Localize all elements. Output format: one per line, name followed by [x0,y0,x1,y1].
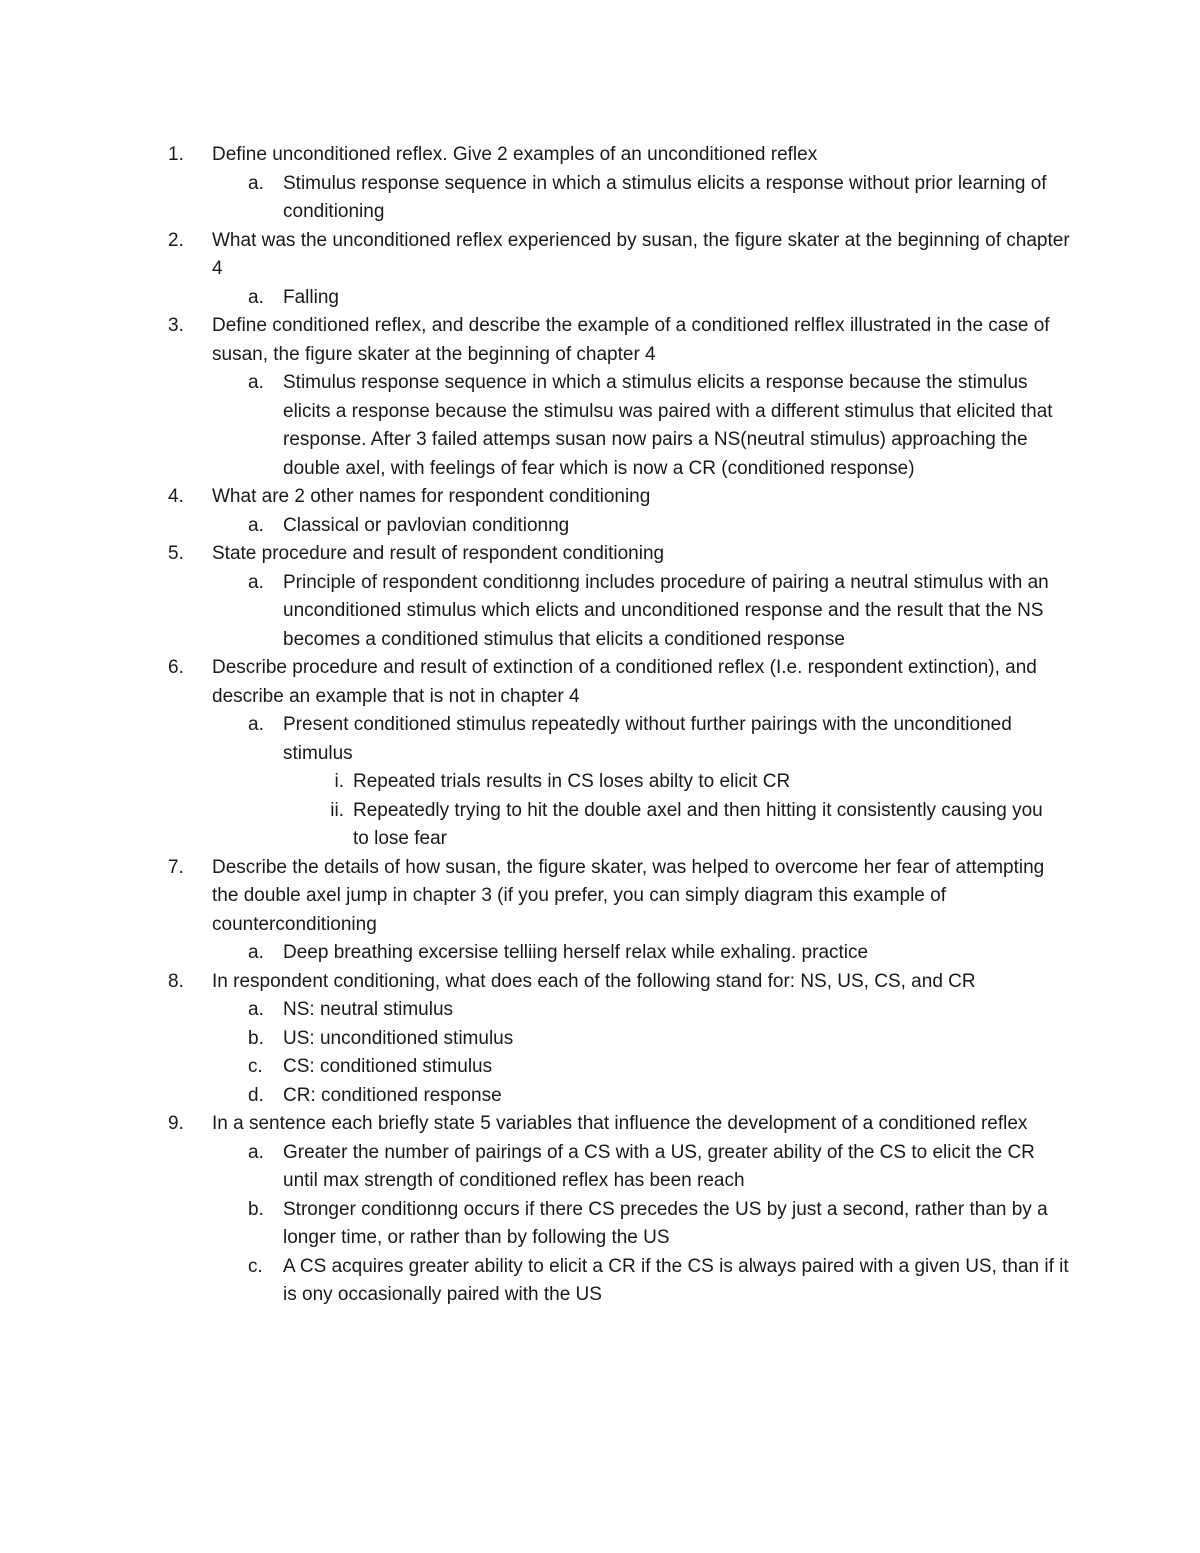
answer-item [0,939,1200,968]
list-item-3 [0,312,1200,369]
question-text: State procedure and result of respondent conditioning [212,543,665,564]
list-number: 3. [168,315,184,336]
answer-letter: c. [248,1255,263,1277]
answer-text: CS: conditioned stimulus [283,1056,493,1077]
answer-letter: a. [248,514,264,536]
answer-letter: a. [248,1141,264,1163]
list-number: 6. [168,657,184,678]
answer-letter: a. [248,571,264,593]
answer-text: Stronger conditionng occurs if there CS precedes the US by just a second, rather than by a longer time, or rather than by following the US [283,1198,1048,1248]
answer-text: Classical or pavlovian conditionng [283,514,570,536]
list-number: 5. [168,543,184,564]
answer-text: US: unconditioned stimulus [283,1027,514,1049]
answer-text: Greater the number of pairings of a CS with a US, greater ability of the CS to elicit the CR until max strength of conditioned reflex has been reach [283,1141,1035,1191]
question-text: What was the unconditioned reflex experienced by susan, the figure skater at the beginning of chapter 4 [212,229,1070,279]
list-item-6 [0,654,1200,711]
answer-text: Falling [283,286,339,308]
answer-text: Deep breathing excersise telliing herself relax while exhaling. practice [283,942,869,963]
question-text: Describe the details of how susan, the figure skater, was helped to overcome her fear of attempting the double axel jump in chapter 3 (if you prefer, you can simply diagram this example of counterconditioning [212,856,1045,935]
answer-item [0,569,1200,655]
list-number: 9. [168,1113,184,1134]
answer-text: Stimulus response sequence in which a stimulus elicits a response without prior learning of conditioning [283,172,1047,222]
answer-letter: d. [248,1084,264,1106]
answer-letter: a. [248,942,264,963]
answer-letter: a. [248,999,264,1020]
answer-item [0,996,1200,1025]
answer-text: Present conditioned stimulus repeatedly without further pairings with the unconditioned stimulus [283,714,1012,764]
answer-letter: a. [248,172,264,194]
answer-item [0,170,1200,227]
list-item-1 [0,141,1200,170]
answer-letter: a. [248,286,264,308]
list-number: 4. [168,486,184,507]
list-item-9 [0,1110,1200,1139]
sub-answer-text: Repeated trials results in CS loses abilty to elicit CR [353,771,791,792]
list-item-2 [0,227,1200,284]
question-text: Describe procedure and result of extinction of a conditioned reflex (I.e. respondent extinction), and describe an example that is not in chapter 4 [212,657,1037,707]
list-item-4 [0,483,1200,512]
list-item-8 [0,968,1200,997]
answer-item [0,1025,1200,1054]
list-number: 8. [168,970,184,992]
answer-item [0,1139,1200,1196]
roman-numeral: i. [334,771,344,792]
answer-item [0,1053,1200,1082]
list-number: 2. [168,229,184,251]
answer-letter: b. [248,1198,264,1220]
list-number: 7. [168,856,184,878]
question-text: What are 2 other names for respondent conditioning [212,486,651,507]
answer-item [0,284,1200,313]
list-number: 1. [168,144,184,165]
roman-numeral: ii. [330,799,344,821]
answer-letter: a. [248,372,264,393]
answer-item [0,1253,1200,1310]
question-text: Define conditioned reflex, and describe the example of a conditioned relflex illustrated in the case of susan, the figure skater at the beginning of chapter 4 [212,315,1050,365]
answer-letter: a. [248,714,264,735]
answer-letter: b. [248,1027,264,1049]
answer-text: Principle of respondent conditionng includes procedure of pairing a neutral stimulus with an unconditioned stimulus which elicts and unconditioned response and the result that the NS becomes a conditioned stimulus that elicits a conditioned response [283,571,1049,650]
answer-item [0,1082,1200,1111]
list-item-7 [0,854,1200,940]
sub-answer-item [0,768,1200,797]
answer-text: A CS acquires greater ability to elicit a CR if the CS is always paired with a given US, than if it is ony occasionally paired with the US [283,1255,1069,1305]
sub-answer-text: Repeatedly trying to hit the double axel and then hitting it consistently causing you to lose fear [353,799,1043,849]
list-item-5 [0,540,1200,569]
answer-item [0,369,1200,483]
question-text: In respondent conditioning, what does each of the following stand for: NS, US, CS, and CR [212,970,976,992]
answer-text: Stimulus response sequence in which a stimulus elicits a response because the stimulus elicits a response because the stimulsu was paired with a different stimulus that elicited that response. After 3 failed attemps susan now pairs a NS(neutral stimulus) approaching the double axel, with feelings of fear which is now a CR (conditioned response) [283,372,1053,479]
question-text: In a sentence each briefly state 5 variables that influence the development of a conditioned reflex [212,1113,1028,1134]
answer-item [0,1196,1200,1253]
answer-text: CR: conditioned response [283,1084,502,1106]
numbered-list [0,141,1200,1310]
question-text: Define unconditioned reflex. Give 2 examples of an unconditioned reflex [212,144,818,165]
answer-item [0,711,1200,768]
answer-text: NS: neutral stimulus [283,999,454,1020]
answer-letter: c. [248,1056,263,1077]
sub-answer-item [0,797,1200,854]
answer-item [0,512,1200,541]
